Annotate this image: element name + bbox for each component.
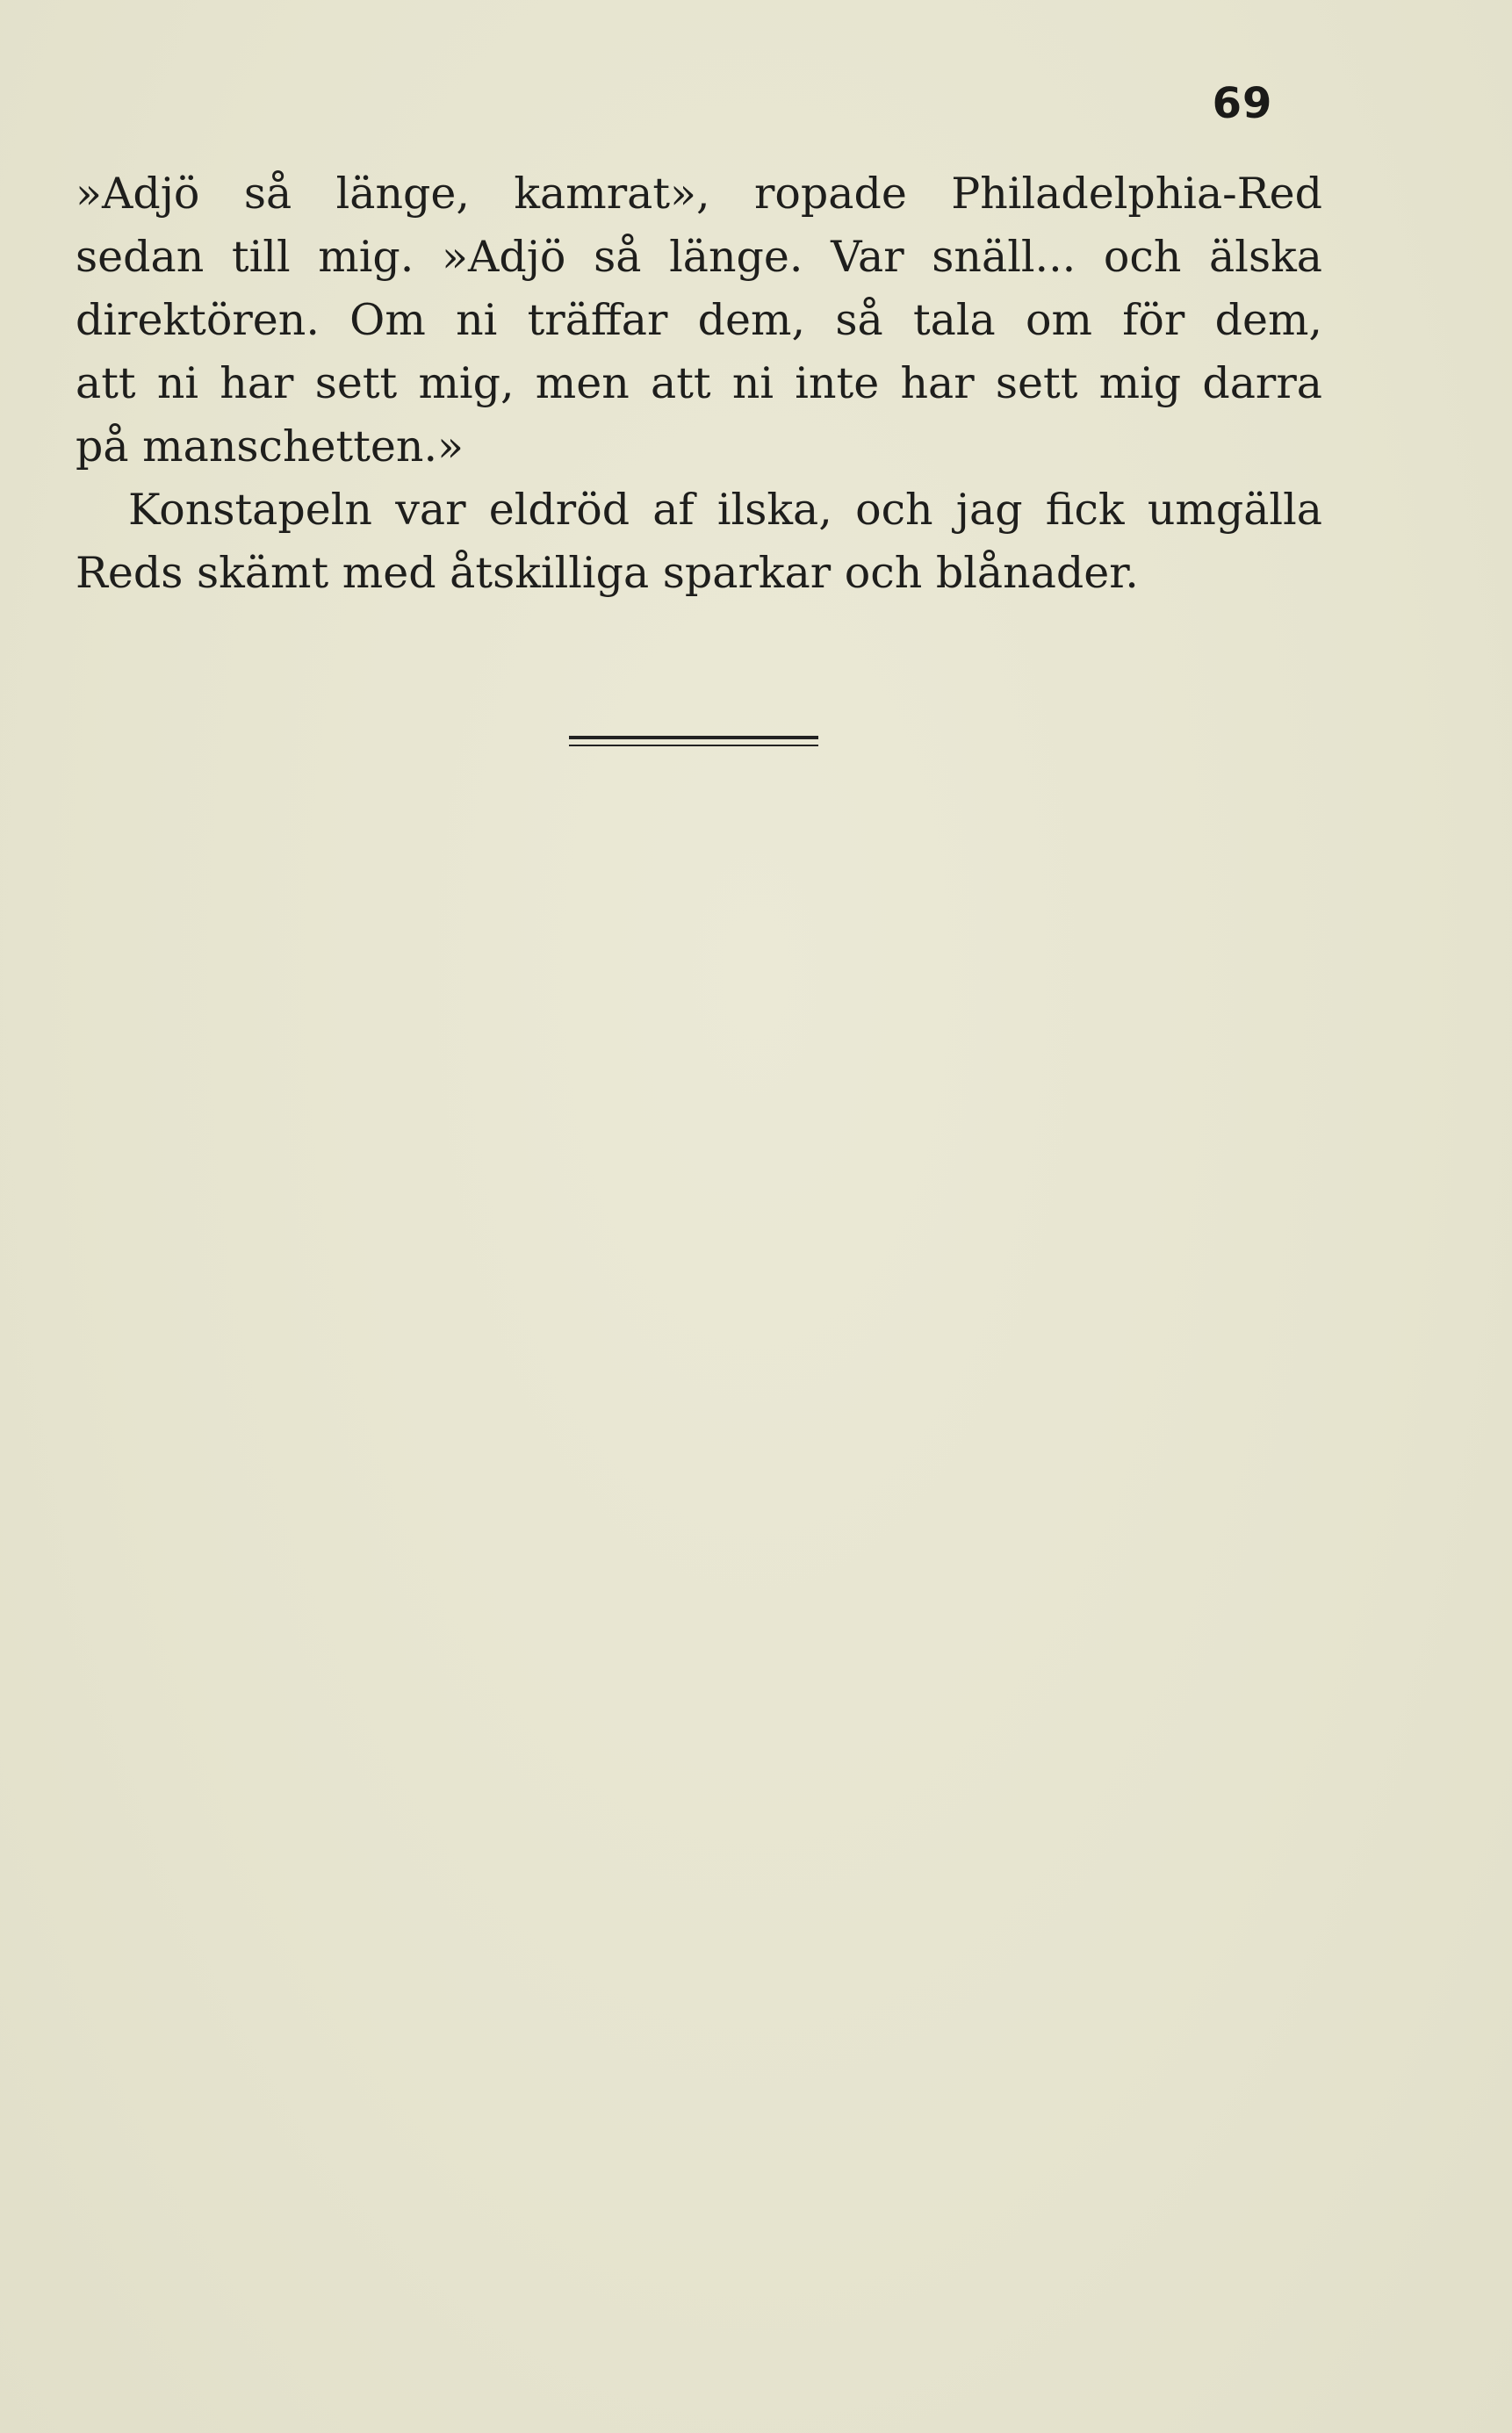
text-line: sedan till mig. »Adjö så länge. Var snäll... och älska: [76, 232, 1322, 282]
text-line: att ni har sett mig, men att ni inte har sett mig darra: [76, 358, 1322, 408]
text-line: Reds skämt med åtskilliga sparkar och blånader.: [76, 548, 1139, 598]
text-line: »Adjö så länge, kamrat», ropade Philadelphia-Red: [76, 169, 1322, 219]
body-text: [76, 162, 1322, 605]
text-line: direktören. Om ni träffar dem, så tala om för dem,: [76, 295, 1322, 345]
text-line: på manschetten.»: [76, 421, 464, 471]
paragraph-1: [76, 162, 1322, 479]
section-end-rule: [569, 736, 818, 746]
divider-line: [569, 736, 818, 739]
text-line: Konstapeln var eldröd af ilska, och jag fick umgälla: [128, 485, 1322, 535]
paragraph-2: [76, 479, 1322, 605]
divider-line: [569, 745, 818, 746]
page-number: 69: [1212, 79, 1273, 128]
